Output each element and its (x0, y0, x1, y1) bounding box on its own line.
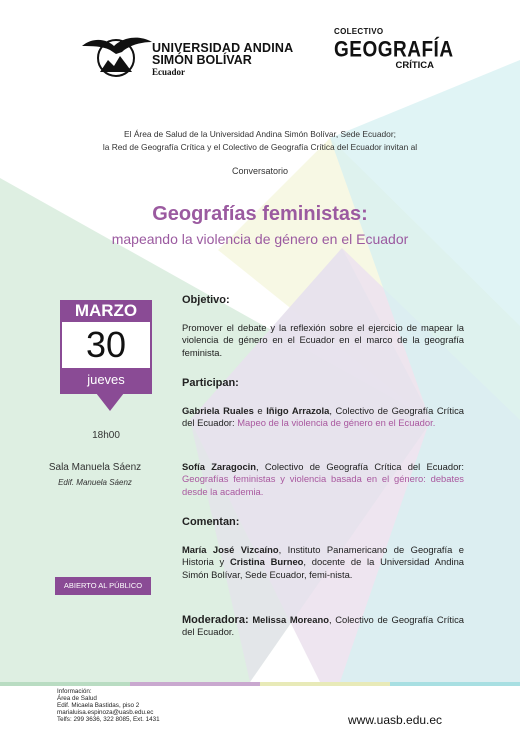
venue-name: Sala Manuela Sáenz (48, 462, 142, 473)
participant-1-org: , Colectivo de Geografía Crítica del Ecuador: (182, 405, 464, 429)
participant-1-talk: Mapeo de la violencia de género en el Ecuador. (237, 417, 436, 429)
event-type: Conversatorio (231, 166, 289, 176)
open-to-public-badge: ABIERTO AL PÚBLICO (55, 577, 151, 595)
commentator-1-org: , Instituto Panamericano de Geografía e Historia y (182, 544, 464, 568)
contact-label: Información: (57, 688, 92, 695)
comentan-body (182, 544, 464, 581)
moderadora-org: , Colectivo de Geografía Crítica del Ecuador. (182, 614, 465, 638)
invitation-line2: la Red de Geografía Crítica y el Colectivo de Geografía Crítica del Ecuador invitan al (102, 142, 418, 152)
footer-color-bar (0, 682, 520, 686)
contact-address: Edif. Micaela Bastidas, piso 2 (57, 702, 140, 709)
event-subtitle: mapeando la violencia de género en el Ecuador (111, 231, 409, 247)
commentator-2-name: Cristina Burneo (229, 556, 304, 568)
date-day: 30 (60, 322, 152, 368)
objetivo-body (182, 322, 464, 359)
contact-email[interactable]: marialuisa.espinoza@uasb.edu.ec (57, 709, 154, 716)
uasb-name-line2: SIMÓN BOLÍVAR (152, 53, 252, 67)
uasb-condor-logo (82, 28, 152, 78)
participant-1-name: Gabriela Ruales (182, 405, 254, 416)
uasb-name-line1: UNIVERSIDAD ANDINA (152, 41, 294, 55)
participant-2-org: , Colectivo de Geografía Crítica del Ecuador: (256, 461, 465, 472)
invitation-line1: El Área de Salud de la Universidad Andina Simón Bolívar, Sede Ecuador; (124, 129, 396, 139)
geo-logo-line2: GEOGRAFÍA (334, 37, 454, 62)
event-title: Geografías feministas: (152, 203, 368, 225)
participant-2 (182, 461, 464, 498)
uasb-name-line3: Ecuador (152, 67, 186, 77)
date-card-pointer (96, 393, 124, 411)
uasb-wordmark (152, 42, 293, 78)
comentan-section (182, 516, 464, 528)
event-time: 18h00 (92, 430, 120, 441)
geografia-critica-logo (334, 28, 454, 71)
participant-1-name2: Iñigo Arrazola (266, 405, 330, 416)
objetivo-section (182, 294, 464, 306)
venue-building: Edif. Manuela Sáenz (58, 478, 132, 487)
comentan-heading: Comentan: (182, 516, 240, 528)
invitation-text (40, 128, 480, 154)
participant-1 (182, 405, 464, 430)
moderadora-heading: Moderadora: (182, 614, 249, 626)
participant-2-talk: Geografías feministas y violencia basada en el género: debates desde la academia. (182, 473, 464, 497)
commentator-2-org: , docente de la Universidad Andina Simón Bolívar, Sede Ecuador, femi-nista. (182, 556, 464, 580)
moderadora-name: Melissa Moreano (252, 614, 329, 625)
geo-logo-line3: CRÍTICA (395, 60, 434, 71)
commentator-1-name: María José Vizcaíno (182, 544, 279, 555)
date-month: MARZO (60, 300, 152, 322)
objetivo-heading: Objetivo: (182, 294, 230, 306)
contact-area: Área de Salud (57, 695, 97, 702)
date-weekday: jueves (60, 368, 152, 394)
participan-section (182, 377, 464, 389)
contact-info (57, 688, 160, 723)
participan-heading: Participan: (182, 377, 239, 389)
geo-logo-line1: COLECTIVO (334, 27, 384, 36)
contact-phones: Telfs: 299 3636, 322 8085, Ext. 1431 (57, 716, 160, 723)
participant-1-conj: e (253, 405, 267, 416)
website-link[interactable]: www.uasb.edu.ec (348, 713, 443, 727)
moderadora-section (182, 614, 464, 639)
participant-2-name: Sofía Zaragocin (182, 461, 256, 472)
objetivo-text: Promover el debate y la reflexión sobre el ejercicio de mapear la violencia de género en el Ecuador en el marco de la geografía feminista. (182, 322, 464, 358)
